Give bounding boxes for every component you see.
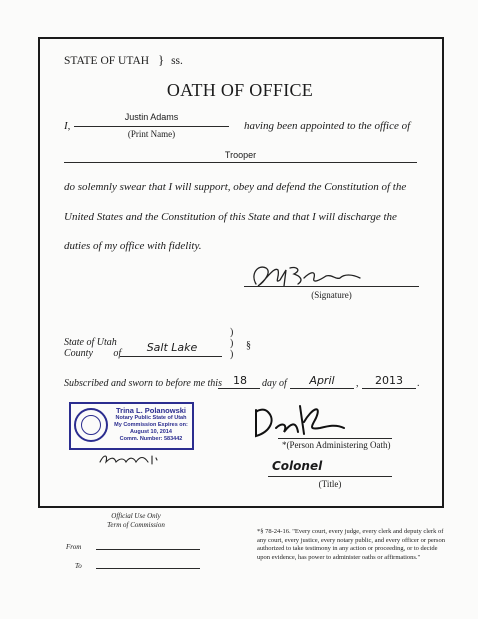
ss-label: ss. <box>171 55 183 67</box>
name-underline <box>74 126 229 127</box>
year-comma: , <box>356 378 359 389</box>
day-value: 18 <box>233 374 247 387</box>
notary-stamp-line-4: August 10, 2014 <box>130 429 172 435</box>
year-period: . <box>417 378 420 389</box>
print-name-value: Justin Adams <box>124 112 179 122</box>
footnote-text: *§ 78-24-16. "Every court, every judge, every clerk and deputy clerk of any court, every justice, every notary public, and every officer or person authorized to take testimony in any action or proceeding, or to decide upon evidence, has power to administer oaths or affirmations." <box>257 528 445 561</box>
venue-paren-1: ) <box>230 327 234 338</box>
section-sign: § <box>246 340 251 351</box>
month-value: April <box>309 374 335 387</box>
administrator-label: *(Person Administering Oath) <box>282 440 391 450</box>
title-label: (Title) <box>318 479 342 489</box>
day-underline <box>218 388 260 389</box>
signature-label: (Signature) <box>311 290 352 300</box>
i-label: I, <box>64 120 71 132</box>
administrator-underline <box>278 438 392 439</box>
venue-county-label: County <box>64 348 93 359</box>
venue-of-label: of <box>113 348 122 359</box>
notary-stamp <box>69 402 194 450</box>
oath-line-3: duties of my office with fidelity. <box>64 240 202 252</box>
month-underline <box>290 388 354 389</box>
from-field <box>96 549 200 550</box>
notary-name: Trina L. Polanowski <box>115 406 187 415</box>
year-underline <box>362 388 416 389</box>
state-label: STATE OF UTAH <box>64 55 150 67</box>
venue-paren-3: ) <box>230 349 234 360</box>
official-use-label: Official Use Only <box>111 512 161 520</box>
oath-taker-signature <box>244 258 384 294</box>
subscribed-text: Subscribed and sworn to before me this <box>64 378 222 389</box>
term-of-commission-label: Term of Commission <box>107 521 165 529</box>
brace-glyph: } <box>157 52 165 67</box>
county-underline <box>120 356 222 357</box>
state-header <box>64 52 183 68</box>
document-title: OATH OF OFFICE <box>166 80 314 100</box>
signature-underline <box>244 286 419 287</box>
office-value: Trooper <box>224 150 257 160</box>
notary-stamp-line-5: Comm. Number: 583442 <box>119 436 183 442</box>
notary-stamp-line-2: Notary Public State of Utah <box>115 415 187 421</box>
venue-paren-2: ) <box>230 338 234 349</box>
venue-county-row <box>64 348 121 359</box>
notary-stamp-text <box>111 406 191 443</box>
oath-line-1: do solemnly swear that I will support, obey and defend the Constitution of the <box>64 181 407 193</box>
notary-stamp-line-3: My Commission Expires on: <box>114 422 188 428</box>
administrator-signature <box>250 402 360 442</box>
title-underline <box>268 476 392 477</box>
from-label: From <box>66 543 82 551</box>
venue-parens <box>230 327 233 360</box>
appointed-text: having been appointed to the office of <box>244 120 411 132</box>
print-name-label: (Print Name) <box>127 129 176 139</box>
office-underline <box>64 162 417 163</box>
to-label: To <box>75 562 82 570</box>
title-value: Colonel <box>272 459 323 473</box>
to-field <box>96 568 200 569</box>
day-of-label: day of <box>262 378 287 389</box>
year-value: 2013 <box>375 374 403 387</box>
county-value: Salt Lake <box>146 341 198 354</box>
notary-signature <box>96 450 162 468</box>
notary-seal-icon <box>74 408 108 442</box>
oath-line-2: United States and the Constitution of this State and that I will discharge the <box>64 211 397 223</box>
venue-state-label: State of Utah <box>64 337 117 348</box>
